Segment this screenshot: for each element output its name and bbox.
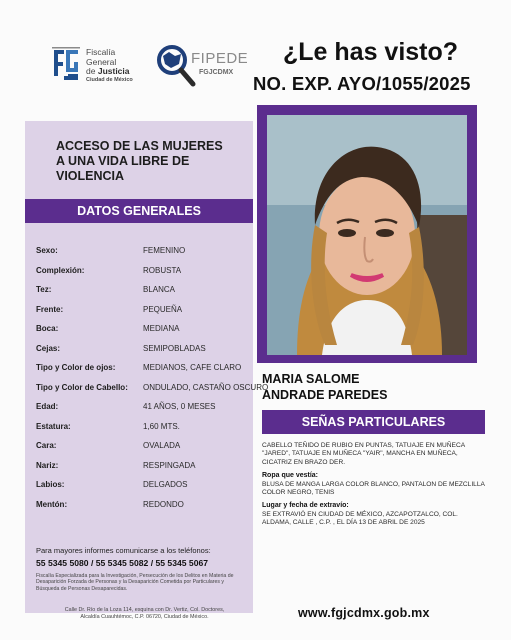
senas-particulares-heading: SEÑAS PARTICULARES	[262, 410, 485, 434]
program-name	[56, 139, 223, 184]
lugar-value: SE EXTRAVIÓ EN CIUDAD DE MÉXICO, AZCAPOTZALCO, COL. ALDAMA, CALLE , C.P. , EL DÍA 13 DE ABRIL DE 2025	[262, 510, 458, 527]
field-label: Tez:	[36, 285, 52, 294]
contact-phones: 55 5345 5080 / 55 5345 5082 / 55 5345 5067	[36, 558, 209, 568]
field-value: DELGADOS	[143, 480, 188, 489]
address-text: Calle Dr. Río de la Loza 114, esquina con Dr. Vertiz, Col. Doctores, Alcaldía Cuauhtémoc, C.P. 06720, Ciudad de México.	[64, 607, 225, 620]
field-row	[36, 480, 251, 500]
field-label: Cejas:	[36, 343, 61, 353]
field-value: ROBUSTA	[143, 265, 182, 275]
field-row	[36, 266, 251, 286]
field-label: Tipo y Color de Cabello:	[36, 382, 128, 392]
legal-text: Fiscalía Especializada para la Investigación, Persecución de los Delitos en Materia de Desaparición Forzada de Personas y la Desaparición Cometida por Particulares y Búsqueda de Personas Desaparecidas.	[36, 573, 234, 592]
poster-title: ¿Le has visto?	[283, 38, 459, 66]
field-value: 41 AÑOS, 0 MESES	[143, 402, 216, 411]
fgj-logo	[50, 46, 142, 90]
field-row	[36, 246, 251, 266]
field-label: Nariz:	[36, 460, 59, 470]
fipede-title: FIPEDE	[191, 50, 249, 67]
datos-generales-heading: DATOS GENERALES	[25, 199, 253, 223]
field-value: 1,60 MTS.	[143, 421, 180, 431]
field-row	[36, 305, 251, 325]
field-value: FEMENINO	[143, 246, 186, 255]
fipede-logo	[155, 44, 247, 92]
program-line2: A UNA VIDA LIBRE DE	[56, 154, 190, 168]
field-row	[36, 441, 251, 461]
contact-block	[36, 546, 251, 568]
senas-details	[262, 442, 487, 528]
field-row	[36, 402, 251, 422]
field-label: Boca:	[36, 324, 59, 333]
fgj-line3-strong: Justicia	[97, 66, 130, 76]
field-label: Mentón:	[36, 499, 68, 509]
field-value: BLANCA	[143, 285, 176, 294]
datos-generales-list	[36, 246, 269, 519]
fgj-monogram-icon	[50, 46, 82, 84]
expediente-number: NO. EXP. AYO/1055/2025	[253, 73, 471, 94]
field-label: Tipo y Color de ojos:	[36, 363, 116, 372]
field-label: Labios:	[36, 480, 65, 489]
fipede-subtitle: FGJCDMX	[199, 69, 234, 76]
field-row	[36, 500, 251, 520]
program-line3: VIOLENCIA	[56, 169, 125, 183]
field-value: MEDIANA	[143, 324, 180, 333]
contact-lead: Para mayores informes comunicarse a los teléfonos:	[36, 546, 211, 555]
field-value: RESPINGADA	[143, 460, 196, 470]
field-row	[36, 324, 251, 344]
field-row	[36, 382, 269, 403]
field-value: OVALADA	[143, 441, 181, 450]
lugar-label: Lugar y fecha de extravío:	[262, 502, 349, 510]
fgj-line3-prefix: de	[86, 66, 96, 76]
field-row	[36, 461, 251, 481]
fgj-logo-text	[86, 48, 133, 84]
ropa-label: Ropa que vestía:	[262, 472, 319, 480]
person-name	[262, 371, 387, 403]
field-label: Edad:	[36, 402, 59, 411]
field-value: PEQUEÑA	[143, 304, 183, 314]
field-row	[36, 344, 251, 364]
program-line1: ACCESO DE LAS MUJERES	[56, 139, 223, 153]
field-value: MEDIANOS, CAFE CLARO	[143, 363, 242, 372]
fgj-line2: General	[86, 56, 117, 67]
field-label: Cara:	[36, 441, 57, 450]
field-label: Estatura:	[36, 421, 71, 431]
ropa-value: BLUSA DE MANGA LARGA COLOR BLANCO, PANTALON DE MEZCLILLA COLOR NEGRO, TENIS	[262, 480, 485, 497]
field-label: Sexo:	[36, 246, 58, 255]
website-link[interactable]: www.fgjcdmx.gob.mx	[298, 606, 430, 620]
field-value: REDONDO	[143, 499, 184, 509]
fgj-line4: Ciudad de México	[86, 76, 133, 83]
field-row	[36, 422, 251, 442]
person-photo	[267, 115, 467, 355]
field-value: SEMIPOBLADAS	[143, 343, 206, 353]
fgj-line3	[86, 67, 133, 77]
field-row	[36, 285, 251, 305]
field-label: Complexión:	[36, 265, 85, 275]
field-value: ONDULADO, CASTAÑO OSCURO	[143, 382, 269, 392]
fgj-line1: Fiscalía	[86, 47, 116, 57]
person-name-line2: ANDRADE PAREDES	[262, 388, 388, 402]
senas-description: CABELLO TEÑIDO DE RUBIO EN PUNTAS, TATUAJE EN MUÑECA "JARED", TATUAJE EN MUÑECA "YAIR", MANCHA EN MUÑECA, CICATRIZ EN BRAZO DER.	[262, 442, 465, 466]
field-label: Frente:	[36, 304, 64, 314]
person-name-line1: MARIA SALOME	[262, 372, 360, 386]
person-photo-illustration	[267, 115, 467, 355]
field-row	[36, 363, 251, 383]
